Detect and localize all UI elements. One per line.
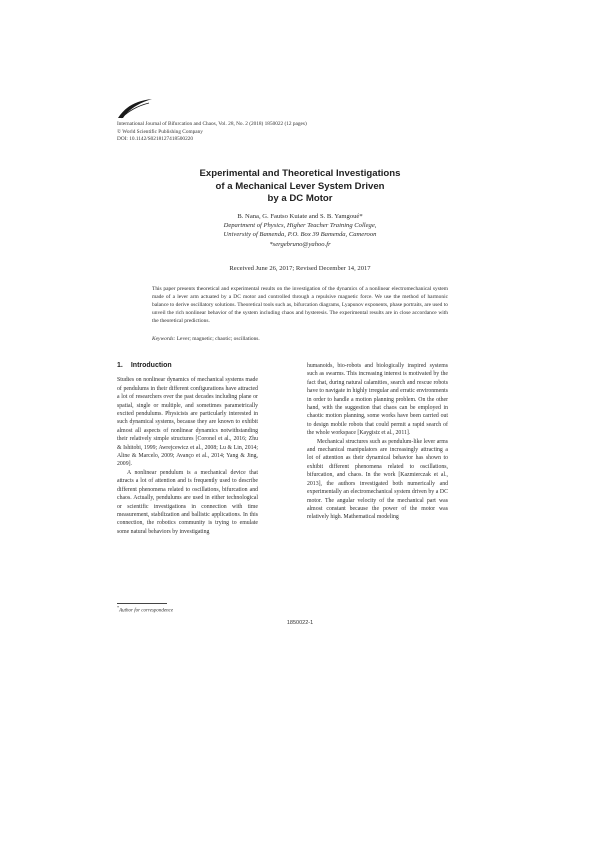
title-line: of a Mechanical Lever System Driven xyxy=(215,180,385,192)
body-paragraph: A nonlinear pendulum is a mechanical device that attracts a lot of attention and is frequently used to describe different phenomena related to oscillations, bifurcation and chaos. Actually, pendulums are used in either technological or scientific investigations in connection with time measurement, stabilization and ballistic applications. In this connection, the robotics community is trying to emulate some natural behaviors by investigating xyxy=(117,469,258,535)
body-paragraph: Mechanical structures such as pendulum-like lever arms and mechanical manipulators are increasingly attracting a lot of attention as their dynamical behavior has shown to exhibit different phenomena related to oscillations, bifurcation, and chaos. In the work [Kazmierczak et al., 2013], the authors investigated both numerically and experimentally an electromechanical system driven by a DC motor. The angular velocity of the mechanical part was almost constant because the power of the motor was relatively high. Mathematical modeling xyxy=(307,438,448,521)
title-line: by a DC Motor xyxy=(267,193,333,204)
affiliation-line: Department of Physics, Higher Teacher Training College, xyxy=(223,222,377,230)
left-column xyxy=(117,362,258,536)
body-paragraph: Studies on nonlinear dynamics of mechanical systems made of pendulums in their different configurations have attracted a lot of researchers over the past decades including plane or spatial, single or multiple, and sometimes parametrically excited pendulums. Physicists are particularly interested in such dynamical systems, because they are known to exhibit almost all aspects of nonlinear dynamics notwithstanding their relatively simple structures [Coronel et al., 2016; Zhu & Ishitobi, 1999; Awrejcewicz et al., 2008; Lu & Lin, 2014; Aline & Marcelo, 2009; Avanço et al., 2014; Yang & Jing, 2009]. xyxy=(117,377,258,468)
abstract: This paper presents theoretical and experimental results on the investigation of the dynamics of a nonlinear electromechanical system made of a lever arm actuated by a DC motor and controlled through a repulsive magnetic force. We use the method of harmonic balance to derive oscillatory solutions. Theoretical tools such as, bifurcation diagrams, Lyapunov exponents, phase portraits, are used to unveil the rich nonlinear behavior of the system including chaos and hysteresis. The experimental results are in close accordance with the theoretical predictions. xyxy=(152,286,448,324)
keywords-text: Lever; magnetic; chaotic; oscillations. xyxy=(176,336,260,342)
author-block xyxy=(150,212,450,249)
footnote-rule xyxy=(117,603,167,604)
title-line: Experimental and Theoretical Investigations xyxy=(199,168,401,179)
footnote-marker: * xyxy=(117,605,120,610)
paper-title xyxy=(150,168,450,206)
affiliation-line: University of Bamenda, P.O. Box 39 Bamenda, Cameroon xyxy=(223,231,377,239)
right-column xyxy=(307,362,448,522)
footnote-text: Author for correspondence xyxy=(119,608,174,614)
keywords-label: Keywords: xyxy=(152,336,176,342)
journal-citation: International Journal of Bifurcation and Chaos, Vol. 28, No. 2 (2018) 1850022 (12 pages) xyxy=(117,121,307,127)
keywords xyxy=(152,336,448,342)
page-number: 1850022-1 xyxy=(286,620,314,626)
copyright-line: © World Scientific Publishing Company xyxy=(117,128,203,135)
author-names: B. Nana, G. Fautso Kuiate and S. B. Yamgoué* xyxy=(237,213,363,220)
footnote xyxy=(117,605,173,614)
section-heading xyxy=(117,362,258,370)
journal-info xyxy=(117,121,307,144)
publisher-logo xyxy=(117,97,153,119)
received-dates: Received June 26, 2017; Revised December 14, 2017 xyxy=(229,265,371,272)
section-title: Introduction xyxy=(130,362,172,369)
section-number: 1. xyxy=(117,362,123,369)
body-paragraph: humanoids, bio-robots and biologically inspired systems such as swarms. This increasing interest is motivated by the fact that, during natural calamities, search and rescue robots have to navigate in highly irregular and erratic environments in order to handle a motion planning problem. On the other hand, with the suggestion that chaos can be employed in chaotic motion planning, some works have been carried out to design mobile robots that could permit a rapid search of the whole workspace [Kaygisiz et al., 2011]. xyxy=(307,363,448,437)
doi-line: DOI: 10.1142/S0218127418500220 xyxy=(117,136,194,143)
author-email: *sergebruno@yahoo.fr xyxy=(269,240,331,248)
